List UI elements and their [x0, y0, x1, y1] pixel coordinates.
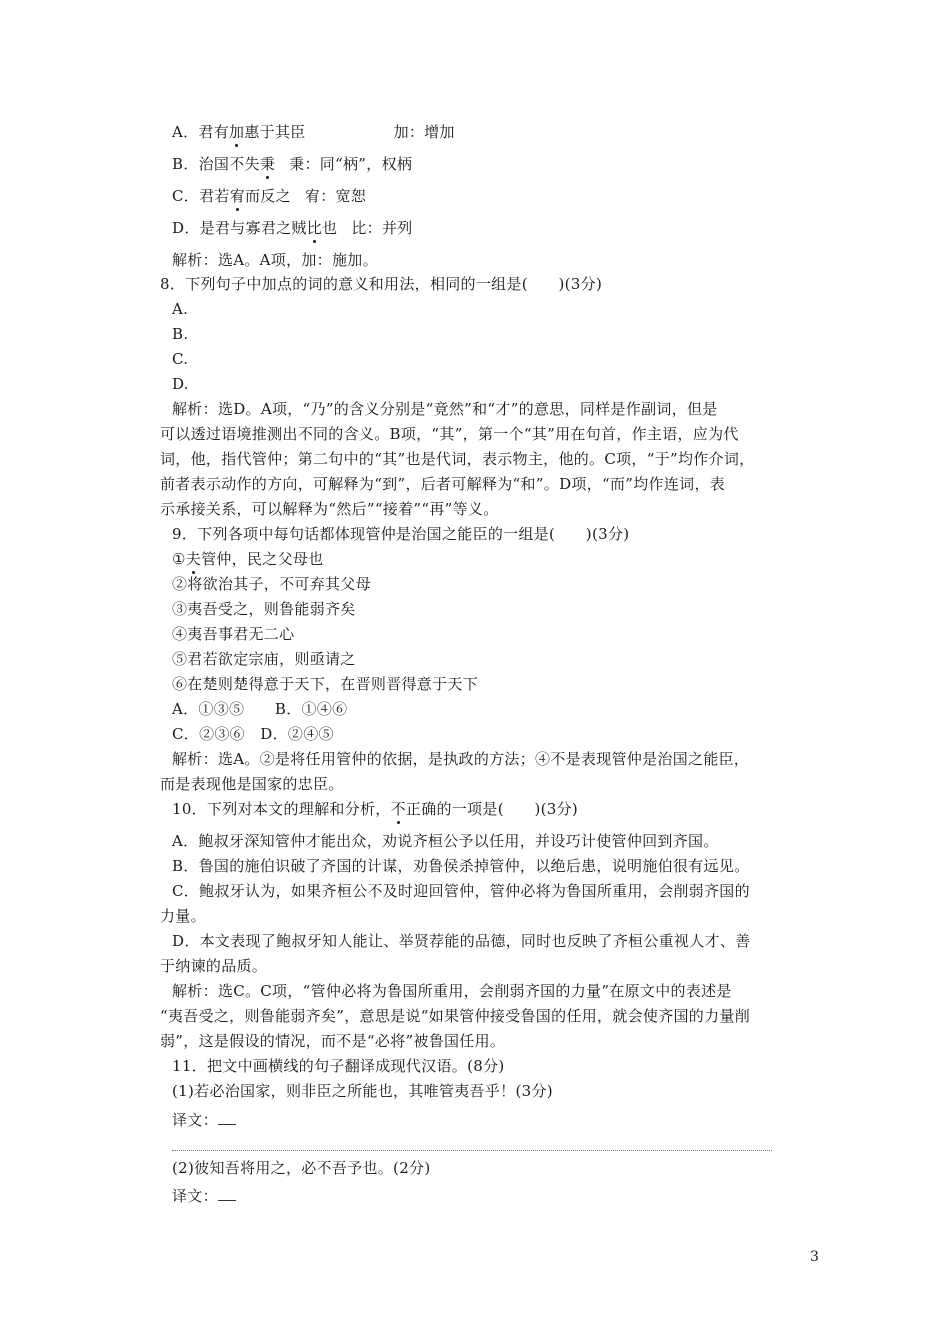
q9-options-ab: A．①③⑤ B．①④⑥ [172, 700, 348, 718]
q10-analysis-line: 解析：选C。C项，“管仲必将为鲁国所重用，会削弱齐国的力量”在原文中的表述是 [172, 982, 732, 1000]
q9-item-3: ③夷吾受之，则鲁能弱齐矣 [172, 600, 356, 618]
q11-translation-2: 译文： [172, 1186, 236, 1206]
q9-stem: 9．下列各项中每句话都体现管仲是治国之能臣的一组是( )(3分) [172, 525, 630, 543]
q9-item-6: ⑥在楚则楚得意于天下，在晋则晋得意于天下 [172, 675, 479, 693]
q8-analysis-line: 词，他，指代管仲；第二句中的“其”也是代词，表示物主，他的。C项，“于”均作介词， [160, 450, 755, 468]
q10-analysis-line: 弱”，这是假设的情况，而不是“必将”被鲁国任用。 [160, 1032, 506, 1050]
q10-option-a: A．鲍叔牙深知管仲才能出众，劝说齐桓公予以任用，并设巧计使管仲回到齐国。 [172, 832, 719, 850]
q7-option-b: B．治国不失秉 秉：同“柄”，权柄 [172, 155, 413, 173]
q9-item-1: ①夫管仲，民之父母也 [172, 550, 324, 568]
q10-option-c: C．鲍叔牙认为，如果齐桓公不及时迎回管仲，管仲必将为鲁国所重用，会削弱齐国的 [172, 882, 750, 900]
q9-analysis-line: 解析：选A。②是将任用管仲的依据，是执政的方法；④不是表现管仲是治国之能臣， [172, 750, 750, 768]
q7-option-c: C．君若宥而反之 宥：宽恕 [172, 187, 367, 205]
q8-option-d: D. [172, 375, 189, 393]
answer-dotted-line [172, 1150, 772, 1151]
q7-option-a: A．君有加惠于其臣 加：增加 [172, 123, 455, 141]
q8-stem: 8．下列句子中加点的词的意义和用法，相同的一组是( )(3分) [160, 275, 603, 293]
q9-options-cd: C．②③⑥ D．②④⑤ [172, 725, 334, 743]
q8-option-a: A. [172, 300, 189, 318]
q8-analysis-line: 解析：选D。A项，“乃”的含义分别是“竟然”和“才”的意思，同样是作副词，但是 [172, 400, 718, 418]
q11-stem: 11．把文中画横线的句子翻译成现代汉语。(8分) [172, 1057, 505, 1075]
q7-analysis: 解析：选A。A项，加：施加。 [172, 251, 378, 269]
q10-option-b: B．鲁国的施伯识破了齐国的计谋，劝鲁侯杀掉管仲，以绝后患，说明施伯很有远见。 [172, 857, 750, 875]
q8-option-c: C. [172, 350, 189, 368]
emphasis-dot-char: 秉 [259, 155, 276, 173]
answer-blank[interactable] [218, 1112, 236, 1125]
q10-option-d-cont: 于纳谏的品质。 [160, 957, 268, 975]
emphasis-dot-char: 不 [390, 800, 406, 818]
q9-analysis-line: 而是表现他是国家的忠臣。 [160, 775, 344, 793]
page-number: 3 [810, 1249, 819, 1265]
q10-option-c-cont: 力量。 [160, 907, 206, 925]
q8-analysis-line: 示承接关系，可以解释为“然后”“接着”“再”等义。 [160, 500, 499, 518]
emphasis-dot-char: 比 [306, 219, 323, 237]
q10-stem: 10．下列对本文的理解和分析，不正确的一项是( )(3分) [172, 800, 579, 818]
emphasis-dot-char: 加 [229, 123, 245, 141]
q11-sentence-1: (1)若必治国家，则非臣之所能也，其唯管夷吾乎！(3分) [172, 1082, 553, 1100]
q11-translation-1: 译文： [172, 1110, 236, 1130]
q10-analysis-line: “夷吾受之，则鲁能弱齐矣”，意思是说“如果管仲接受鲁国的任用，就会使齐国的力量削 [160, 1007, 751, 1025]
emphasis-dot-char: 夫 [185, 550, 202, 568]
q8-option-b: B. [172, 325, 189, 343]
q11-sentence-2: (2)彼知吾将用之，必不吾予也。(2分) [172, 1159, 431, 1177]
q9-item-5: ⑤君若欲定宗庙，则亟请之 [172, 650, 356, 668]
q9-item-2: ②将欲治其子，不可弃其父母 [172, 575, 371, 593]
answer-blank[interactable] [218, 1188, 236, 1201]
q8-analysis-line: 可以透过语境推测出不同的含义。B项，“其”，第一个“其”用在句首，作主语，应为代 [160, 425, 739, 443]
emphasis-dot-char: 宥 [229, 187, 245, 205]
q8-analysis-line: 前者表示动作的方向，可解释为“到”，后者可解释为“和”。D项，“而”均作连词，表 [160, 475, 726, 493]
q7-option-d: D．是君与寡君之贼比也 比：并列 [172, 219, 413, 237]
q9-item-4: ④夷吾事君无二心 [172, 625, 295, 643]
q10-option-d: D．本文表现了鲍叔牙知人能让、举贤荐能的品德，同时也反映了齐桓公重视人才、善 [172, 932, 751, 950]
